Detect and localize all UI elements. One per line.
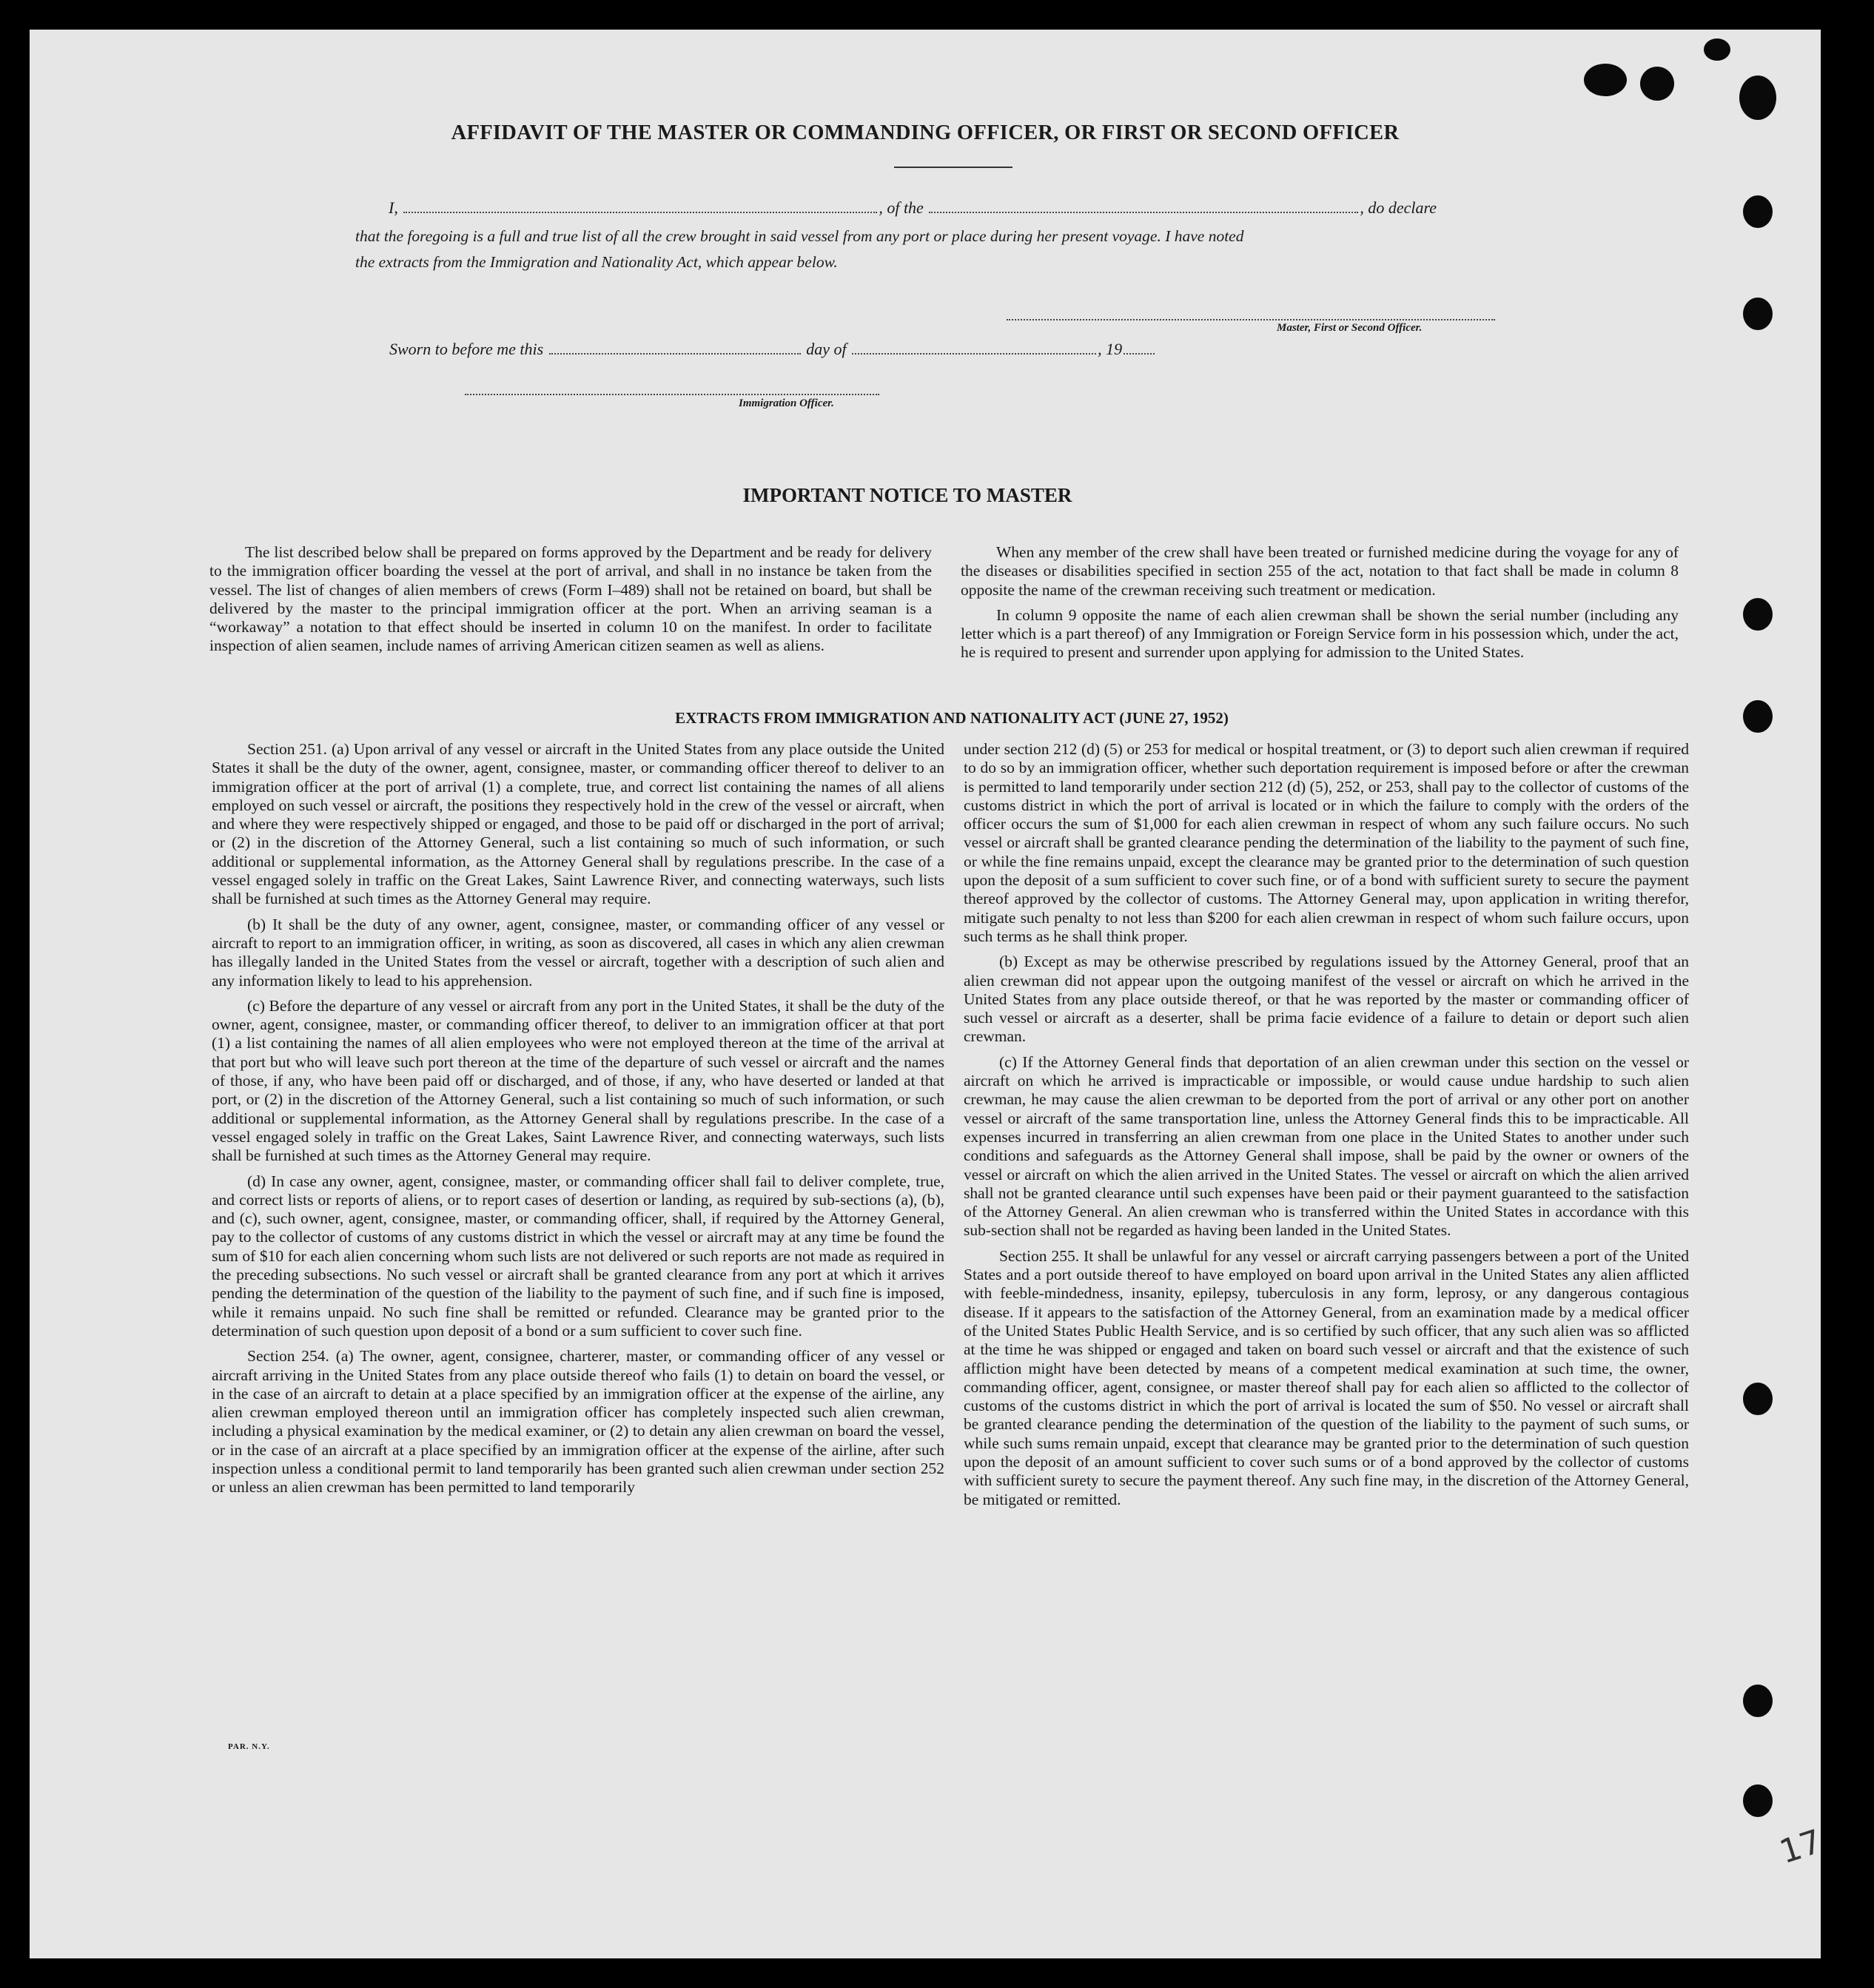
ink-blot bbox=[1584, 64, 1627, 96]
section-251-d: (d) In case any owner, agent, consignee, master, or commanding officer shall fail to deliver complete, true, and correct lists or reports of aliens, or to report cases of desertion or landing, as required by sub-sections (a), (b), and (c), such owner, agent, consignee, master, or commanding officer, shall, if required by the Attorney General, pay to the collector of customs of any customs district in which the vessel or aircraft may at any time be found the sum of $10 for each alien concerning whom such lists are not delivered or such reports are not made as required in the preceding subsections. No such vessel or aircraft shall be granted clearance from any port at which it arrives pending the determination of the question of the liability to the payment of such fine, and if such fine is imposed, while it remains unpaid. No such fine shall be remitted or refunded. Clearance may be granted prior to the determination of such question upon deposit of a bond or a sum sufficient to cover such fine. bbox=[212, 1172, 944, 1340]
notice-heading: IMPORTANT NOTICE TO MASTER bbox=[742, 484, 1072, 506]
punch-hole bbox=[1743, 700, 1773, 733]
section-251-a: Section 251. (a) Upon arrival of any vessel or aircraft in the United States from any place outside the United States it shall be the duty of the owner, agent, consignee, master, or commanding officer thereof to deliver to an immigration officer at the port of arrival (1) a complete, true, and correct list containing the names of all aliens employed on such vessel or aircraft, the positions they respectively hold in the crew of the vessel or aircraft, when and where they were respectively shipped or engaged, and those to be paid off or discharged in the port of arrival; or (2) in the discretion of the Attorney General, such a list containing so much of such information, or such additional or supplemental information, as the Attorney General shall by regulations prescribe. In the case of a vessel engaged solely in traffic on the Great Lakes, Saint Lawrence River, and connecting waterways, such lists shall be furnished at such times as the Attorney General may require. bbox=[212, 740, 944, 908]
ink-blot bbox=[1640, 67, 1674, 101]
declaration-text-2: the extracts from the Immigration and Nationality Act, which appear below. bbox=[355, 253, 838, 271]
section-254-a-continued: under section 212 (d) (5) or 253 for medical or hospital treatment, or (3) to deport such alien crewman if required to do so by an immigration officer, whether such deportation requirement is imposed before or after the crewman is permitted to land temporarily under section 212 (d) (5), 252, or 253, shall pay to the collector of customs of the customs district in which the port of arrival is located or in which the failure to comply with the orders of the officer occurs the sum of $1,000 for each alien crewman in respect of whom any such failure occurs. No such vessel or aircraft shall be granted clearance pending the determination of the liability to the payment of such fine, or while the fine remains unpaid, except the clearance may be granted prior to the determination of such question upon the deposit of a sum sufficient to cover such fine, or of a bond with sufficient surety to secure the payment thereof approved by the collector of customs. The Attorney General may, upon application in writing therefor, mitigate such penalty to not less than $200 for each alien crewman in respect of whom such failure occurs, upon such terms as he shall think proper. bbox=[964, 740, 1689, 945]
sworn-month-field[interactable] bbox=[852, 353, 1096, 355]
punch-hole bbox=[1743, 1784, 1773, 1817]
section-251-c: (c) Before the departure of any vessel or aircraft from any port in the United States, it shall be the duty of the owner, agent, consignee, master, or commanding officer thereof, to deliver to an immigration officer at that port (1) a list containing the names of all alien employees who were not employed thereon at the time of the arrival at that port but who will leave such port thereon at the time of the departure of such vessel or aircraft and the names of those, if any, who have been paid off or discharged, and of those, if any, who have deserted or landed at that port, or (2) in the discretion of the Attorney General, such a list containing so much of such information, or such additional or supplemental information, as the Attorney General shall by regulations prescribe. In the case of a vessel engaged solely in traffic on the Great Lakes, Saint Lawrence River, and connecting waterways, such lists shall be furnished at such times as the Attorney General may require. bbox=[212, 996, 944, 1165]
sworn-day-field[interactable] bbox=[549, 353, 801, 355]
document-page bbox=[30, 30, 1827, 1958]
master-signature-label: Master, First or Second Officer. bbox=[1277, 322, 1423, 334]
page-number: 17 bbox=[1775, 1822, 1827, 1872]
extracts-left-column bbox=[212, 740, 944, 1504]
punch-hole bbox=[1743, 298, 1773, 330]
declarant-line: I, , of the , do declare bbox=[389, 198, 1437, 217]
section-254-c: (c) If the Attorney General finds that deportation of an alien crewman under this section on the vessel or aircraft on which he arrived is impracticable or impossible, or would cause undue hardship to such alien crewman, he may cause the alien crewman to be deported from the port of arrival or any other port on another vessel or aircraft of the same transportation line, unless the Attorney General finds this to be impracticable. All expenses incurred in transferring an alien crewman from one place in the United States to another under such conditions and safeguards as the Attorney General shall impose, shall be paid by the owner or owners of the vessel or aircraft on which the alien arrived in the United States. The vessel or aircraft on which the alien arrived shall not be granted clearance until such expenses have been paid or their payment guaranteed to the satisfaction of the Attorney General. An alien crewman who is transferred within the United States in accordance with this sub-section shall not be regarded as having been landed in the United States. bbox=[964, 1052, 1689, 1240]
section-255: Section 255. It shall be unlawful for any vessel or aircraft carrying passengers between a port of the United States and a port outside thereof to have employed on board upon arrival in the United States any alien afflicted with feeble-mindedness, insanity, epilepsy, tuberculosis in any form, leprosy, or any dangerous contagious disease. If it appears to the satisfaction of the Attorney General, from an examination made by a medical officer of the United States Public Health Service, and is so certified by such officer, that any such alien was so afflicted at the time he was shipped or engaged and taken on board such vessel or aircraft and that the existence of such affliction might have been detected by means of a competent medical examination at such time, the owner, commanding officer, agent, consignee, or master thereof shall pay for each alien so afflicted to the collector of customs of the customs district in which the port of arrival is located the sum of $50. No vessel or aircraft shall be granted clearance pending the determination of the question of the liability to the payment of such sums, or while such sums remain unpaid, except that clearance may be granted prior to the determination of such question upon the deposit of an amount sufficient to cover such sums or of a bond approved by the collector of customs with sufficient surety to secure the payment thereof. Any such fine may, in the discretion of the Attorney General, be mitigated or remitted. bbox=[964, 1246, 1689, 1508]
notice-left-paragraph: The list described below shall be prepared on forms approved by the Department and be ready for delivery to the immigration officer boarding the vessel at the port of arrival, and shall in no instance be taken from the vessel. The list of changes of alien members of crews (Form I–489) shall not be retained on board, but shall be delivered by the master to the principal immigration officer at the port. When an arriving seaman is a “workaway” a notation to that effect should be inserted in column 10 on the manifest. In order to facilitate inspection of alien seamen, include names of arriving American citizen seamen as well as aliens. bbox=[209, 543, 932, 655]
notice-right-paragraph-2: In column 9 opposite the name of each alien crewman shall be shown the serial number (including any letter which is a part thereof) of any Immigration or Foreign Service form in his possession which, under the act, he is required to present and surrender upon applying for admission to the United States. bbox=[961, 605, 1679, 662]
section-254-a: Section 254. (a) The owner, agent, consignee, charterer, master, or commanding officer of any vessel or aircraft arriving in the United States from any place outside thereof who fails (1) to detain on board the vessel, or in the case of an aircraft to detain at a place specified by an immigration officer at the expense of the airline, any alien crewman employed thereon until an immigration officer has completely inspected such alien crewman, including a physical examination by the medical examiner, or (2) to detain any alien crewman on board the vessel, or in the case of an aircraft at a place specified by an immigration officer at the expense of the airline, after such inspection unless a conditional permit to land temporarily has been granted such alien crewman under section 252 or unless an alien crewman has been permitted to land temporarily bbox=[212, 1347, 944, 1497]
notice-left-column bbox=[209, 543, 932, 662]
officer-signature-line bbox=[465, 394, 879, 395]
sworn-line: Sworn to before me this day of , 19 bbox=[389, 340, 1156, 359]
punch-hole bbox=[1743, 1383, 1773, 1415]
punch-hole bbox=[1743, 598, 1773, 631]
ink-blot bbox=[1704, 38, 1730, 61]
title-underline bbox=[894, 167, 1012, 168]
vessel-name-field[interactable] bbox=[929, 212, 1358, 213]
extracts-heading: EXTRACTS FROM IMMIGRATION AND NATIONALITY ACT (JUNE 27, 1952) bbox=[675, 709, 1229, 727]
punch-hole bbox=[1743, 195, 1773, 228]
master-signature-line bbox=[1007, 319, 1495, 320]
notice-right-column bbox=[961, 543, 1679, 669]
declarant-name-field[interactable] bbox=[403, 212, 877, 213]
punch-hole bbox=[1743, 1685, 1773, 1717]
declaration-text-1: that the foregoing is a full and true list of all the crew brought in said vessel from any port or place during her present voyage. I have noted bbox=[355, 227, 1244, 245]
notice-right-paragraph-1: When any member of the crew shall have been treated or furnished medicine during the voyage for any of the diseases or disabilities specified in section 255 of the act, notation to that fact shall be made in column 8 opposite the name of the crewman receiving such treatment or medication. bbox=[961, 543, 1679, 599]
extracts-right-column bbox=[964, 740, 1689, 1516]
sworn-year-field[interactable] bbox=[1124, 353, 1155, 355]
ink-blot bbox=[1739, 75, 1776, 120]
printer-mark: PAR. N.Y. bbox=[228, 1742, 270, 1751]
officer-signature-label: Immigration Officer. bbox=[739, 397, 834, 409]
section-251-b: (b) It shall be the duty of any owner, agent, consignee, master, or commanding officer of any vessel or aircraft to report to an immigration officer, in writing, as soon as discovered, all cases in which any alien crewman has illegally landed in the United States from the vessel or aircraft, together with a description of such alien and any information likely to lead to his apprehension. bbox=[212, 915, 944, 990]
section-254-b: (b) Except as may be otherwise prescribed by regulations issued by the Attorney General, proof that an alien crewman did not appear upon the outgoing manifest of the vessel or aircraft on which he arrived in the United States from any place outside thereof, or that he was reported by the master or commanding officer of such vessel or aircraft as a deserter, shall be prima facie evidence of a failure to detain or deport such alien crewman. bbox=[964, 953, 1689, 1046]
affidavit-title: AFFIDAVIT OF THE MASTER OR COMMANDING OFFICER, OR FIRST OR SECOND OFFICER bbox=[451, 121, 1400, 144]
